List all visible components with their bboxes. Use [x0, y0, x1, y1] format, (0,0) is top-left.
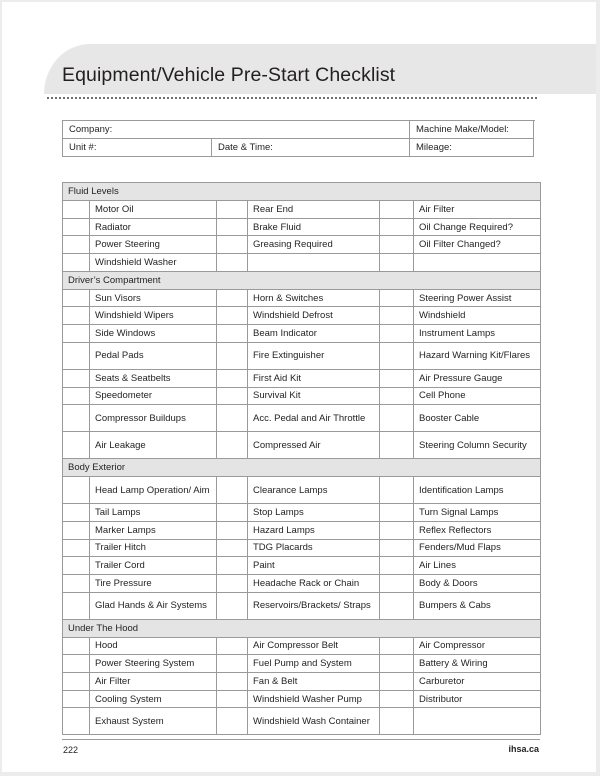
- check-item-label: Tail Lamps: [90, 504, 217, 522]
- check-item-label: Power Steering System: [90, 655, 217, 673]
- check-item-label: Greasing Required: [248, 236, 380, 254]
- check-item-label: Trailer Cord: [90, 557, 217, 575]
- check-item-label: Compressed Air: [248, 432, 380, 459]
- checklist-row: [63, 325, 541, 343]
- check-box[interactable]: [380, 387, 414, 405]
- check-box[interactable]: [380, 289, 414, 307]
- check-box[interactable]: [217, 521, 248, 539]
- check-item-label: Seats & Seatbelts: [90, 369, 217, 387]
- checklist-row: [63, 574, 541, 592]
- machine-field[interactable]: Machine Make/Model:: [410, 121, 534, 139]
- check-item-label: Turn Signal Lamps: [414, 504, 541, 522]
- check-item-label: [414, 708, 541, 735]
- mileage-field[interactable]: Mileage:: [410, 139, 534, 157]
- check-item-label: Windshield Wash Container: [248, 708, 380, 735]
- check-item-label: Air Lines: [414, 557, 541, 575]
- section-heading: Fluid Levels: [63, 183, 541, 201]
- check-box[interactable]: [380, 708, 414, 735]
- datetime-field[interactable]: Date & Time:: [212, 139, 410, 157]
- unit-field[interactable]: Unit #:: [63, 139, 212, 157]
- checklist-row: [63, 289, 541, 307]
- check-box[interactable]: [380, 655, 414, 673]
- check-item-label: Headache Rack or Chain: [248, 574, 380, 592]
- check-box[interactable]: [380, 477, 414, 504]
- section-heading: Under The Hood: [63, 619, 541, 637]
- checklist-row: [63, 539, 541, 557]
- check-box[interactable]: [63, 574, 90, 592]
- check-item-label: Fire Extinguisher: [248, 342, 380, 369]
- check-box[interactable]: [63, 539, 90, 557]
- footer-divider: [62, 739, 540, 740]
- info-row: [63, 139, 534, 157]
- check-box[interactable]: [380, 637, 414, 655]
- check-box[interactable]: [217, 592, 248, 619]
- checklist-row: [63, 432, 541, 459]
- check-item-label: Tire Pressure: [90, 574, 217, 592]
- info-table: [62, 120, 534, 157]
- check-item-label: Exhaust System: [90, 708, 217, 735]
- check-box[interactable]: [63, 369, 90, 387]
- check-item-label: Booster Cable: [414, 405, 541, 432]
- check-item-label: Windshield: [414, 307, 541, 325]
- check-item-label: Distributor: [414, 690, 541, 708]
- check-box[interactable]: [217, 574, 248, 592]
- checklist-row: [63, 477, 541, 504]
- section-heading: Body Exterior: [63, 459, 541, 477]
- check-item-label: Rear End: [248, 201, 380, 219]
- check-item-label: TDG Placards: [248, 539, 380, 557]
- check-item-label: Windshield Washer: [90, 254, 217, 272]
- check-item-label: Air Compressor: [414, 637, 541, 655]
- check-item-label: Head Lamp Operation/ Aim: [90, 477, 217, 504]
- section-heading: Driver’s Compartment: [63, 271, 541, 289]
- check-box[interactable]: [380, 539, 414, 557]
- section-header-row: [63, 271, 541, 289]
- check-item-label: Bumpers & Cabs: [414, 592, 541, 619]
- check-item-label: Hazard Warning Kit/Flares: [414, 342, 541, 369]
- check-box[interactable]: [217, 236, 248, 254]
- check-item-label: Windshield Washer Pump: [248, 690, 380, 708]
- check-box[interactable]: [63, 432, 90, 459]
- checklist-row: [63, 218, 541, 236]
- check-item-label: Steering Column Security: [414, 432, 541, 459]
- check-box[interactable]: [380, 325, 414, 343]
- check-item-label: Compressor Buildups: [90, 405, 217, 432]
- check-item-label: Power Steering: [90, 236, 217, 254]
- check-item-label: Air Leakage: [90, 432, 217, 459]
- check-item-label: Clearance Lamps: [248, 477, 380, 504]
- section-header-row: [63, 459, 541, 477]
- section-header-row: [63, 183, 541, 201]
- check-box[interactable]: [63, 307, 90, 325]
- check-item-label: Hood: [90, 637, 217, 655]
- check-box[interactable]: [380, 673, 414, 691]
- check-item-label: Reservoirs/Brackets/ Straps: [248, 592, 380, 619]
- check-box[interactable]: [63, 557, 90, 575]
- check-item-label: Fuel Pump and System: [248, 655, 380, 673]
- check-item-label: Air Filter: [90, 673, 217, 691]
- company-field[interactable]: Company:: [63, 121, 410, 139]
- check-box[interactable]: [63, 690, 90, 708]
- checklist-row: [63, 405, 541, 432]
- check-item-label: Survival Kit: [248, 387, 380, 405]
- check-item-label: Motor Oil: [90, 201, 217, 219]
- check-box[interactable]: [217, 289, 248, 307]
- check-item-label: Sun Visors: [90, 289, 217, 307]
- check-box[interactable]: [63, 477, 90, 504]
- check-item-label: Marker Lamps: [90, 521, 217, 539]
- check-box[interactable]: [217, 557, 248, 575]
- check-item-label: Beam Indicator: [248, 325, 380, 343]
- check-box[interactable]: [380, 574, 414, 592]
- checklist-row: [63, 557, 541, 575]
- check-item-label: Speedometer: [90, 387, 217, 405]
- check-box[interactable]: [217, 690, 248, 708]
- check-item-label: Trailer Hitch: [90, 539, 217, 557]
- check-item-label: Radiator: [90, 218, 217, 236]
- check-box[interactable]: [63, 254, 90, 272]
- check-box[interactable]: [380, 342, 414, 369]
- checklist-row: [63, 236, 541, 254]
- check-box[interactable]: [217, 405, 248, 432]
- check-item-label: Body & Doors: [414, 574, 541, 592]
- check-box[interactable]: [63, 655, 90, 673]
- check-item-label: First Aid Kit: [248, 369, 380, 387]
- check-box[interactable]: [217, 342, 248, 369]
- check-box[interactable]: [380, 236, 414, 254]
- check-item-label: Carburetor: [414, 673, 541, 691]
- check-box[interactable]: [217, 655, 248, 673]
- checklist-table: [62, 182, 541, 735]
- checklist-row: [63, 342, 541, 369]
- check-box[interactable]: [217, 387, 248, 405]
- check-box[interactable]: [63, 387, 90, 405]
- check-item-label: Pedal Pads: [90, 342, 217, 369]
- check-box[interactable]: [380, 504, 414, 522]
- check-box[interactable]: [63, 637, 90, 655]
- check-item-label: Glad Hands & Air Systems: [90, 592, 217, 619]
- page-number: 222: [63, 745, 79, 755]
- check-item-label: Steering Power Assist: [414, 289, 541, 307]
- check-box[interactable]: [217, 477, 248, 504]
- check-item-label: Side Windows: [90, 325, 217, 343]
- check-item-label: Cooling System: [90, 690, 217, 708]
- check-box[interactable]: [63, 673, 90, 691]
- checklist-row: [63, 369, 541, 387]
- check-box[interactable]: [217, 673, 248, 691]
- check-box[interactable]: [63, 236, 90, 254]
- check-item-label: Reflex Reflectors: [414, 521, 541, 539]
- check-item-label: Fan & Belt: [248, 673, 380, 691]
- section-header-row: [63, 619, 541, 637]
- check-box[interactable]: [217, 708, 248, 735]
- check-box[interactable]: [217, 432, 248, 459]
- check-box[interactable]: [63, 405, 90, 432]
- check-item-label: Hazard Lamps: [248, 521, 380, 539]
- page-title: Equipment/Vehicle Pre-Start Checklist: [62, 64, 396, 86]
- check-item-label: Windshield Defrost: [248, 307, 380, 325]
- checklist-row: [63, 673, 541, 691]
- check-box[interactable]: [380, 201, 414, 219]
- checklist-row: [63, 387, 541, 405]
- check-box[interactable]: [380, 307, 414, 325]
- check-item-label: Brake Fluid: [248, 218, 380, 236]
- check-item-label: Air Filter: [414, 201, 541, 219]
- check-item-label: Battery & Wiring: [414, 655, 541, 673]
- check-item-label: Air Compressor Belt: [248, 637, 380, 655]
- check-box[interactable]: [217, 325, 248, 343]
- checklist-row: [63, 708, 541, 735]
- check-box[interactable]: [380, 369, 414, 387]
- check-box[interactable]: [380, 405, 414, 432]
- check-box[interactable]: [63, 504, 90, 522]
- check-box[interactable]: [217, 539, 248, 557]
- check-item-label: Oil Change Required?: [414, 218, 541, 236]
- check-item-label: Paint: [248, 557, 380, 575]
- check-box[interactable]: [217, 254, 248, 272]
- check-box[interactable]: [63, 708, 90, 735]
- check-box[interactable]: [380, 690, 414, 708]
- info-row: [63, 121, 534, 139]
- check-box[interactable]: [63, 201, 90, 219]
- check-box[interactable]: [217, 218, 248, 236]
- check-item-label: Cell Phone: [414, 387, 541, 405]
- check-box[interactable]: [380, 218, 414, 236]
- check-box[interactable]: [380, 432, 414, 459]
- check-box[interactable]: [217, 369, 248, 387]
- check-item-label: Fenders/Mud Flaps: [414, 539, 541, 557]
- checklist-row: [63, 254, 541, 272]
- check-box[interactable]: [380, 592, 414, 619]
- check-box[interactable]: [63, 289, 90, 307]
- check-item-label: Horn & Switches: [248, 289, 380, 307]
- check-box[interactable]: [217, 637, 248, 655]
- checklist-row: [63, 201, 541, 219]
- check-item-label: Identification Lamps: [414, 477, 541, 504]
- check-box[interactable]: [380, 521, 414, 539]
- title-divider: [47, 97, 537, 99]
- check-item-label: Stop Lamps: [248, 504, 380, 522]
- check-box[interactable]: [63, 342, 90, 369]
- checklist-row: [63, 655, 541, 673]
- check-box[interactable]: [63, 592, 90, 619]
- check-box[interactable]: [380, 557, 414, 575]
- checklist-row: [63, 307, 541, 325]
- checklist-row: [63, 637, 541, 655]
- site-name: ihsa.ca: [508, 744, 539, 754]
- check-box[interactable]: [380, 254, 414, 272]
- check-item-label: [414, 254, 541, 272]
- checklist-row: [63, 592, 541, 619]
- check-box[interactable]: [63, 521, 90, 539]
- check-item-label: Air Pressure Gauge: [414, 369, 541, 387]
- check-item-label: Windshield Wipers: [90, 307, 217, 325]
- check-box[interactable]: [217, 201, 248, 219]
- check-box[interactable]: [217, 307, 248, 325]
- check-box[interactable]: [63, 325, 90, 343]
- check-item-label: Instrument Lamps: [414, 325, 541, 343]
- check-item-label: Acc. Pedal and Air Throttle: [248, 405, 380, 432]
- check-item-label: [248, 254, 380, 272]
- checklist-row: [63, 521, 541, 539]
- check-box[interactable]: [63, 218, 90, 236]
- check-box[interactable]: [217, 504, 248, 522]
- checklist-row: [63, 690, 541, 708]
- check-item-label: Oil Filter Changed?: [414, 236, 541, 254]
- checklist-row: [63, 504, 541, 522]
